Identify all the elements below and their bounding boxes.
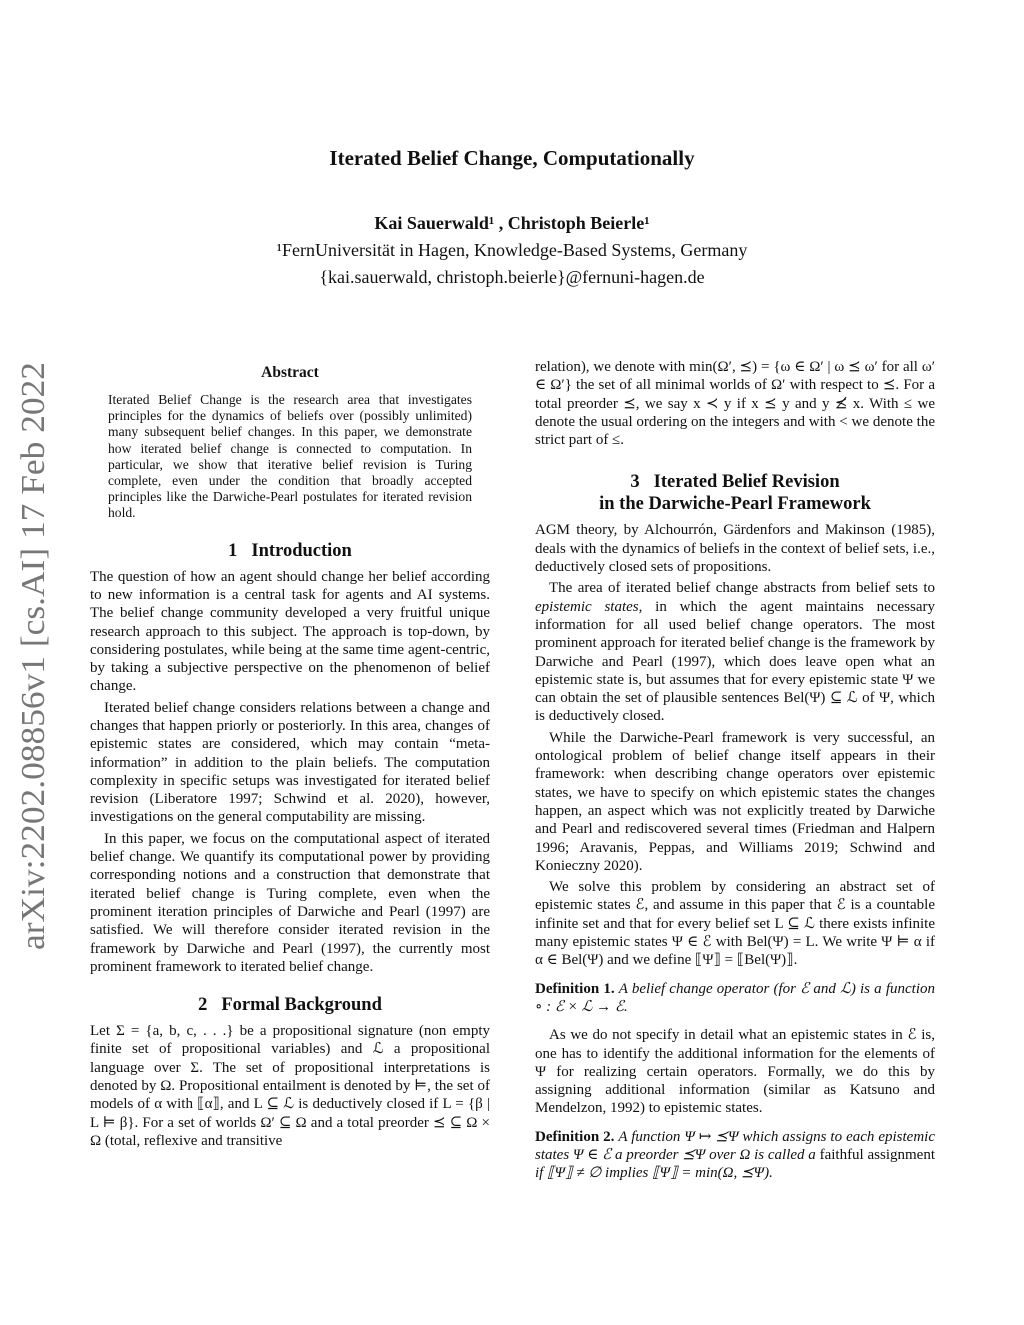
definition-label: Definition 2.: [535, 1128, 615, 1145]
definition-body: if ⟦Ψ⟧ ≠ ∅ implies ⟦Ψ⟧ = min(Ω, ⪯Ψ).: [535, 1165, 773, 1182]
text-run: , in which the agent maintains necessary information for all used belief change operators. The most prominent approach for iterated belief change is the framework by Darwiche and Pearl (1997), which does leave open what an epistemic state is, but assumes that for every epistemic state Ψ we can obtain the set of plausible sentences Bel(Ψ) ⊆ ℒ of Ψ, which is deductively closed.: [535, 598, 935, 725]
section-number: 2: [198, 995, 208, 1016]
arxiv-stamp-graphic: [6, 360, 56, 950]
paragraph: We solve this problem by considering an abstract set of epistemic states ℰ, and assume in this paper that ℰ is a countable infinite set and that for every belief set L ⊆ ℒ there exists infinite many epistemic states Ψ ∈ ℰ with Bel(Ψ) = L. We write Ψ ⊨ α if α ∈ Bel(Ψ) and we define ⟦Ψ⟧ = ⟦Bel(Ψ)⟧.: [535, 879, 935, 969]
paragraph-continued: relation), we denote with min(Ω′, ⪯) = {ω ∈ Ω′ | ω ⪯ ω′ for all ω′ ∈ Ω′} the set of all minimal worlds of Ω′ with respect to ⪯. For a total preorder ⪯, we say x ≺ y if x ⪯ y and y ⪯̸ x. With ≤ we denote the usual ordering on the integers and with < we denote the strict part of ≤.: [535, 359, 935, 449]
right-column: [535, 358, 935, 1183]
paragraph: Let Σ = {a, b, c, . . .} be a propositional signature (non empty finite set of propositional variables) and ℒ a propositional language over Σ. The set of propositional interpretations is denoted by Ω. Propositional entailment is denoted by ⊨, the set of models of α with ⟦α⟧, and L ⊆ ℒ is deductively closed if L = {β | L ⊨ β}. For a set of worlds Ω′ ⊆ Ω and a total preorder ⪯ ⊆ Ω × Ω (total, reflexive and transitive: [90, 1023, 490, 1149]
left-column: [90, 358, 490, 1150]
author-emails[interactable]: {kai.sauerwald, christoph.beierle}@fernuni-hagen.de: [319, 267, 705, 287]
definition-2: [535, 1128, 935, 1183]
paragraph: [535, 579, 935, 725]
emphasis: epistemic states: [535, 598, 639, 615]
arxiv-stamp-text: arXiv:2202.08856v1 [cs.AI] 17 Feb 2022: [15, 385, 52, 950]
paragraph: Iterated belief change considers relations between a change and changes that happen priorly or posteriorly. In this area, changes of epistemic states are considered, which may contain “meta-information” in addition to the plain beliefs. The computation complexity in specific setups was investigated for iterated belief revision (Liberatore 1997; Schwind et al. 2020), however, investigations on the general computability are missing.: [90, 699, 490, 826]
section-number: 1: [228, 540, 238, 561]
paragraph: As we do not specify in detail what an epistemic states in ℰ is, one has to identify the additional information for the elements of Ψ for realizing certain operators. Formally, we do this by assigning additional information (similar as Katsuno and Mendelzon, 1992) to epistemic states.: [535, 1027, 935, 1117]
abstract-heading: Abstract: [261, 364, 319, 381]
definition-term: faithful assignment: [819, 1146, 935, 1163]
definition-label: Definition 1.: [535, 980, 615, 997]
paragraph: The question of how an agent should change her belief according to new information is a central task for agents and AI systems. The belief change community developed a very fruitful unique research approach to this subject. The approach is top-down, by considering postulates, while being at the same time agent-centric, by taking a subjective perspective on the phenomenon of belief change.: [90, 568, 490, 695]
paragraph: AGM theory, by Alchourrón, Gärdenfors and Makinson (1985), deals with the dynamics of beliefs in the context of belief sets, i.e., deductively closed sets of propositions.: [535, 522, 935, 576]
arxiv-side-stamp: [6, 360, 56, 950]
section-title: Iterated Belief Revision: [653, 472, 840, 493]
section-heading-iterated-revision: [535, 471, 935, 515]
section-title-line2: in the Darwiche-Pearl Framework: [599, 494, 871, 515]
paragraph: In this paper, we focus on the computational aspect of iterated belief change. We quantify its computational power by providing corresponding notions and a construction that demonstrate that iterated belief change is Turing complete, even when the prominent iteration principles of Darwiche and Pearl (1997) are satisfied. We will therefore consider iterated revision in the framework by Darwiche and Pearl (1997), the currently most prominent framework to iterated belief change.: [90, 830, 490, 975]
definition-body: A belief change operator (for ℰ and ℒ) is a function ∘ : ℰ × ℒ → ℰ.: [535, 980, 936, 1015]
definition-1: [535, 980, 935, 1017]
definition-body: A function Ψ ↦ ⪯Ψ which assigns to each epistemic states Ψ ∈ ℰ a preorder ⪯Ψ over Ω is called a: [535, 1128, 935, 1163]
author-list: Kai Sauerwald¹ , Christoph Beierle¹: [374, 213, 650, 233]
section-title: Formal Background: [221, 995, 382, 1016]
affiliation: ¹FernUniversität in Hagen, Knowledge-Based Systems, Germany: [276, 240, 748, 260]
paragraph: While the Darwiche-Pearl framework is very successful, an ontological problem of belief change itself appears in their framework: when describing change operators over epistemic states, we have to specify on which epistemic states the changes happen, an aspect which was not explicitly treated by Darwiche and Pearl and rediscovered several times (Friedman and Halpern 1996; Aravanis, Peppas, and Williams 2019; Schwind and Konieczny 2020).: [535, 729, 935, 874]
text-run: The area of iterated belief change abstracts from belief sets to: [549, 580, 935, 597]
section-heading-formal-background: [90, 994, 490, 1016]
section-number: 3: [630, 472, 640, 493]
section-title: Introduction: [251, 540, 352, 561]
section-heading-introduction: [90, 540, 490, 562]
abstract-text: Iterated Belief Change is the research area that investigates principles for the dynamics of beliefs over (possibly unlimited) many subsequent belief changes. In this paper, we demonstrate how iterated belief change is connected to computation. In particular, we show that iterative belief revision is Turing complete, even under the condition that broadly accepted principles like the Darwiche-Pearl postulates for iterated revision hold.: [108, 392, 472, 521]
paper-title: Iterated Belief Change, Computationally: [329, 146, 695, 170]
